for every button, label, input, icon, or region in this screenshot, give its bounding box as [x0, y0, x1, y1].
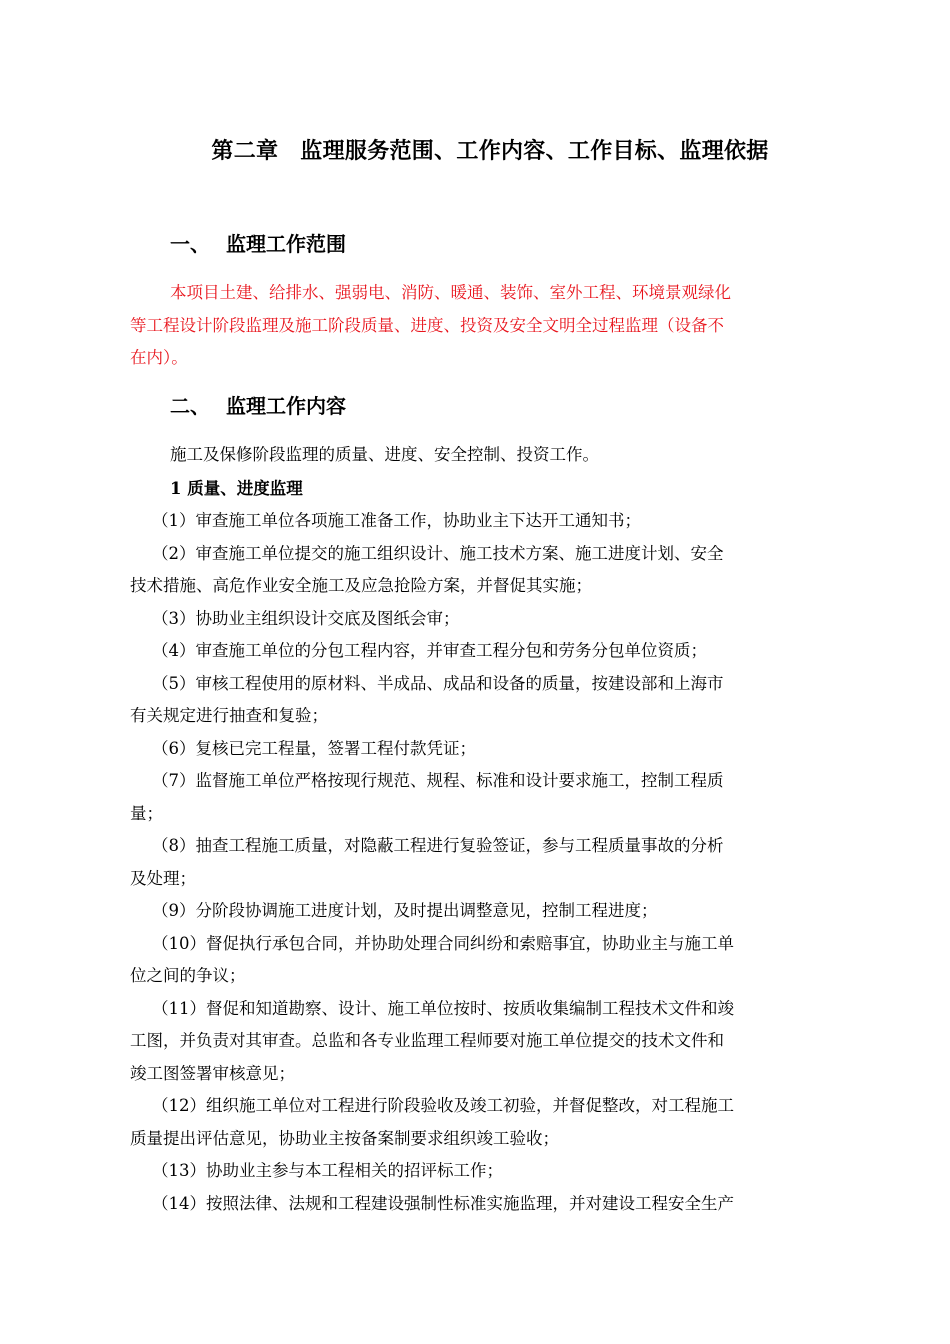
item-list — [130, 505, 820, 1220]
item-line: 工图，并负责对其审查。总监和各专业监理工程师要对施工单位提交的技术文件和 — [130, 1031, 724, 1050]
list-item — [130, 1090, 820, 1155]
list-item — [130, 830, 820, 895]
item-line: （6）复核已完工程量，签署工程付款凭证； — [152, 738, 476, 758]
section-title: 监理工作范围 — [226, 232, 346, 256]
list-item — [130, 733, 820, 766]
subheading-quality-progress: 1 质量、进度监理 — [170, 479, 303, 498]
list-item — [130, 928, 820, 993]
item-line: （9）分阶段协调施工进度计划，及时提出调整意见，控制工程进度； — [152, 901, 658, 920]
paragraph-line: 等工程设计阶段监理及施工阶段质量、进度、投资及安全文明全过程监理（设备不 — [130, 315, 724, 335]
item-line: （1）审查施工单位各项施工准备工作，协助业主下达开工通知书； — [152, 511, 641, 530]
item-line: （2）审查施工单位提交的施工组织设计、施工技术方案、施工进度计划、安全 — [152, 543, 724, 563]
item-line: （3）协助业主组织设计交底及图纸会审； — [152, 608, 460, 628]
item-line: （5）审核工程使用的原材料、半成品、成品和设备的质量，按建设部和上海市 — [152, 673, 724, 693]
section-number: 二、 — [170, 394, 210, 418]
item-line: （4）审查施工单位的分包工程内容，并审查工程分包和劳务分包单位资质； — [152, 641, 707, 660]
item-line: 位之间的争议； — [130, 966, 246, 985]
list-item — [130, 635, 820, 668]
item-line: （12）组织施工单位对工程进行阶段验收及竣工初验，并督促整改，对工程施工 — [152, 1096, 734, 1115]
list-item — [130, 1188, 820, 1221]
list-item — [130, 505, 820, 538]
list-item — [130, 538, 820, 603]
item-line: （10）督促执行承包合同，并协助处理合同纠纷和索赔事宜，协助业主与施工单 — [152, 933, 734, 953]
paragraph-line: 施工及保修阶段监理的质量、进度、安全控制、投资工作。 — [170, 445, 599, 464]
section-number: 一、 — [170, 232, 210, 256]
item-line: （8）抽查工程施工质量，对隐蔽工程进行复验签证，参与工程质量事故的分析 — [152, 836, 724, 855]
chapter-label: 第二章 — [211, 139, 279, 164]
item-line: （11）督促和知道勘察、设计、施工单位按时、按质收集编制工程技术文件和竣 — [152, 998, 734, 1018]
item-line: （14）按照法律、法规和工程建设强制性标准实施监理，并对建设工程安全生产 — [152, 1193, 734, 1213]
section-heading-scope — [170, 229, 346, 259]
item-line: （13）协助业主参与本工程相关的招评标工作； — [152, 1161, 503, 1180]
content-intro — [130, 439, 820, 472]
chapter-title-text: 监理服务范围、工作内容、工作目标、监理依据 — [300, 139, 769, 164]
list-item — [130, 1155, 820, 1188]
item-line: 技术措施、高危作业安全施工及应急抢险方案，并督促其实施； — [130, 576, 592, 595]
paragraph-line: 在内）。 — [130, 348, 188, 367]
section-heading-content — [170, 391, 346, 421]
item-line: 竣工图签署审核意见； — [130, 1063, 295, 1083]
item-line: 质量提出评估意见，协助业主按备案制要求组织竣工验收； — [130, 1128, 559, 1148]
list-item — [130, 668, 820, 733]
chapter-title — [0, 134, 950, 170]
item-line: 有关规定进行抽查和复验； — [130, 706, 328, 725]
section-title: 监理工作内容 — [226, 394, 346, 418]
paragraph-line: 本项目土建、给排水、强弱电、消防、暖通、装饰、室外工程、环境景观绿化 — [170, 283, 731, 302]
item-line: （7）监督施工单位严格按现行规范、规程、标准和设计要求施工，控制工程质 — [152, 771, 724, 790]
scope-paragraph — [130, 277, 820, 375]
list-item — [130, 993, 820, 1091]
list-item — [130, 765, 820, 830]
item-line: 量； — [130, 803, 163, 823]
list-item — [130, 603, 820, 636]
list-item — [130, 895, 820, 928]
item-line: 及处理； — [130, 868, 196, 888]
